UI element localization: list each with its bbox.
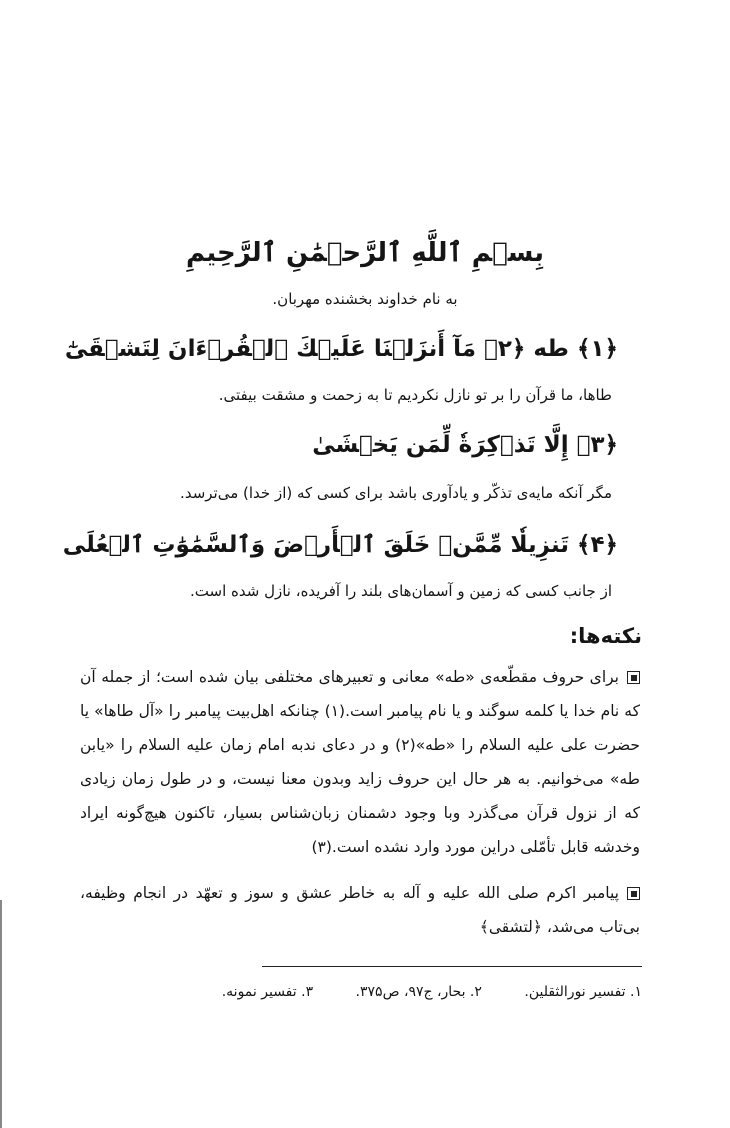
bismillah-translation: به نام خداوند بخشنده مهربان. <box>272 290 458 308</box>
verse-4: ﴿۴﴾ تَنزِيلٗا مِّمَّنۡ خَلَقَ ٱلۡأَرۡضَ وَٱلسَّمَٰوَٰتِ ٱلۡعُلَى <box>62 532 618 558</box>
verse-3-translation: مگر آنكه مايه‌ى تذكّر و يادآورى باشد براى كسى كه (از خدا) مى‌ترسد. <box>180 484 612 502</box>
verse-4-translation: از جانب كسى كه زمين و آسمان‌هاى بلند را آفريده، نازل شده است. <box>190 582 612 600</box>
page-edge-line <box>0 900 2 1128</box>
note-text: براى حروف مقطّعه‌ى «طه» معانى و تعبيرهاى مختلفى بيان شده است؛ از جمله آن كه نام خدا يا كلمه سوگند و يا نام پيامبر است.(۱) چنانكه اهل‌بيت پيامبر را «آل طاها» يا حضرت على عليه السلام را «طه»(۲) و در دعاى ندبه امام زمان عليه السلام را «يابن طه» مى‌خوانيم. به هر حال اين حروف زايد وبدون معنا نيست، و در طول زمان زيادى كه از نزول قرآن مى‌گذرد وبا وجود دشمنان زبان‌شناس بسيار، تاكنون هيچ‌گونه ايراد وخدشه قابل تأمّلى دراين مورد وارد نشده است.(۳) <box>80 668 641 856</box>
square-bullet-icon <box>627 671 640 684</box>
note-text: پيامبر اكرم صلى الله عليه و آله به خاطر عشق و سوز و تعهّد در انجام وظيفه، بى‌تاب مى‌شد، ﴿لتشقى﴾ <box>80 884 640 936</box>
verse-1-2-translation: طاها، ما قرآن را بر تو نازل نكرديم تا به زحمت و مشقت بيفتى. <box>218 386 612 404</box>
footnote: ۳. تفسير نمونه. <box>221 984 314 1000</box>
note-paragraph <box>80 660 640 864</box>
footnote: ۱. تفسير نورالثقلين. <box>524 984 642 1000</box>
footnote-divider <box>262 966 642 967</box>
footnote: ۲. بحار، ج۹۷، ص۳۷۵. <box>355 984 482 1000</box>
square-bullet-icon <box>627 887 640 900</box>
notes-heading: نكته‌ها: <box>569 624 642 648</box>
bismillah-heading: بِسۡمِ ٱللَّهِ ٱلرَّحۡمَٰنِ ٱلرَّحِيمِ <box>186 238 544 268</box>
verse-3: ﴿۳﴾ إِلَّا تَذۡكِرَةٗ لِّمَن يَخۡشَىٰ <box>312 432 618 458</box>
verse-1-2: ﴿۱﴾ طه ﴿۲﴾ مَآ أَنزَلۡنَا عَلَيۡكَ ٱلۡقُرۡءَانَ لِتَشۡقَىٰٓ <box>64 336 618 362</box>
footnotes <box>184 984 642 1000</box>
note-paragraph <box>80 876 640 944</box>
